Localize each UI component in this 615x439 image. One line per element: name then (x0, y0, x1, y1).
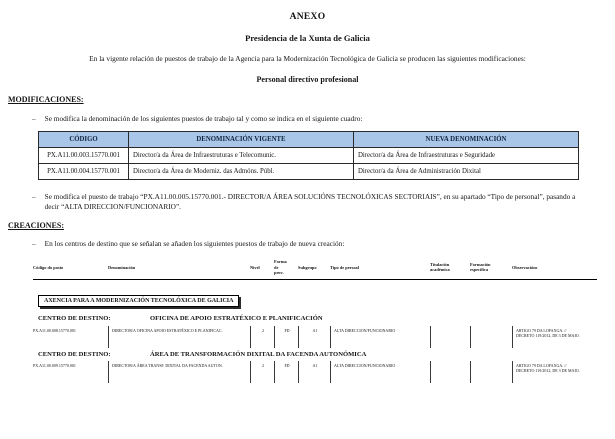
col-header-codigo: CÓDIGO (39, 132, 129, 148)
cell-old-denomination: Director/a da Área de Moderniz. das Admóns. Públ. (129, 164, 354, 180)
cell-denomination: DIRECTOR/A OFICINA APOIO ESTRATÉXICO E PLANIFICAC. (108, 326, 250, 348)
destination-center-1 (38, 315, 323, 322)
table-header-row (39, 132, 579, 148)
bullet-dash: – (32, 192, 36, 201)
page-title: ANEXO (289, 12, 326, 22)
col-header-nueva-denominacion: NUEVA DENOMINACIÓN (354, 132, 579, 148)
cell-provision: FD (274, 326, 298, 348)
col-header-forma-prov: Forma de prov. (274, 259, 287, 275)
page-subtitle: Presidencia de la Xunta de Galicia (245, 33, 370, 43)
cell-subgroup: A1 (298, 361, 330, 383)
rpt-row (33, 361, 597, 383)
table-row (39, 164, 579, 180)
cell-observations: ARTIGO 79 DA LOFAXGA. // DECRETO 119/2012, DE 3 DE MAIO. (512, 361, 597, 383)
modifications-heading: MODIFICACIONES: (8, 95, 84, 104)
bullet-dash: – (32, 239, 36, 248)
cell-subgroup: A1 (298, 326, 330, 348)
cell-qualification (430, 361, 470, 383)
col-header-tipo-persoal: Tipo de persoal (330, 264, 359, 270)
cell-qualification (430, 326, 470, 348)
col-header-formacion: Formación específica (470, 261, 491, 273)
personal-heading: Personal directivo profesional (256, 75, 359, 84)
cell-denomination: DIRECTOR/A ÁREA TRANSF. DIXITAL DA FACENDA AUTON. (108, 361, 250, 383)
rpt-column-headers (33, 259, 597, 280)
cell-code: PX.A11.00.008.15770.001 (33, 328, 76, 333)
col-header-observacions: Observacións (512, 264, 538, 270)
cell-provision: FD (274, 361, 298, 383)
creations-bullet (32, 239, 580, 249)
cell-code: PX.A11.00.003.15770.001 (39, 148, 129, 164)
cell-staff-type: ALTA DIRECCION/FUNCIONARIO (330, 361, 430, 383)
agency-name-box: AXENCIA PARA A MODERNIZACIÓN TECNOLÓXICA DE GALICIA (38, 295, 239, 307)
cell-old-denomination: Director/a da Área de Infraestruturas e Telecomunic. (129, 148, 354, 164)
modifications-table (38, 131, 579, 180)
table-row (39, 148, 579, 164)
cell-staff-type: ALTA DIRECCION/FUNCIONARIO (330, 326, 430, 348)
col-header-nivel: Nivel (250, 264, 260, 270)
cell-code: PX.A11.00.009.15770.001 (33, 363, 76, 368)
bullet-dash: – (32, 114, 36, 123)
center-label: CENTRO DE DESTINO: (38, 351, 111, 358)
cell-new-denomination: Director/a da Área de Infraestruturas e Seguridade (354, 148, 579, 164)
cell-code: PX.A11.00.004.15770.001 (39, 164, 129, 180)
col-header-subgrupo: Subgrupo (298, 264, 317, 270)
cell-new-denomination: Director/a da Área de Administración Dixital (354, 164, 579, 180)
rpt-row (33, 326, 597, 348)
creations-heading: CREACIONES: (8, 221, 65, 230)
col-header-denominacion-vigente: DENOMINACIÓN VIGENTE (129, 132, 354, 148)
intro-paragraph: En la vigente relación de puestos de trabajo de la Agencia para la Modernización Tecnológica de Galicia se producen las siguientes modificaciones: (89, 54, 526, 63)
modifications-bullet-1-text: Se modifica la denominación de los siguientes puestos de trabajo tal y como se indica en el siguiente cuadro: (44, 114, 363, 123)
destination-center-2 (38, 351, 367, 358)
center-name: OFICINA DE APOIO ESTRATÉXICO E PLANIFICACIÓN (150, 315, 323, 322)
cell-level: 2 (250, 361, 274, 383)
col-header-titulacion: Titulación académica (430, 261, 450, 273)
col-header-denominacion: Denominación (108, 264, 136, 270)
modifications-bullet-2-text: Se modifica el puesto de trabajo “PX.A11.00.005.15770.001.- DIRECTOR/A ÁREA SOLUCIÓNS TECNOLÓXICAS SECTORIAIS”, en su apartado “Tipo de personal”, pasando a decir “ALTA DIRECCION/FUNCIONARIO”. (44, 192, 576, 211)
cell-training (470, 361, 512, 383)
center-label: CENTRO DE DESTINO: (38, 315, 111, 322)
cell-level: 2 (250, 326, 274, 348)
modifications-bullet-1 (32, 114, 580, 124)
modifications-bullet-2 (32, 192, 590, 212)
col-header-codigo-posto: Código do posto (33, 264, 64, 270)
cell-training (470, 326, 512, 348)
center-name: ÁREA DE TRANSFORMACIÓN DIXITAL DA FACENDA AUTONÓMICA (150, 351, 367, 358)
creations-bullet-text: En los centros de destino que se señalan se añaden los siguientes puestos de trabajo de nueva creación: (44, 239, 345, 248)
cell-observations: ARTIGO 79 DA LOFAXGA. // DECRETO 119/2012, DE 3 DE MAIO. (512, 326, 597, 348)
